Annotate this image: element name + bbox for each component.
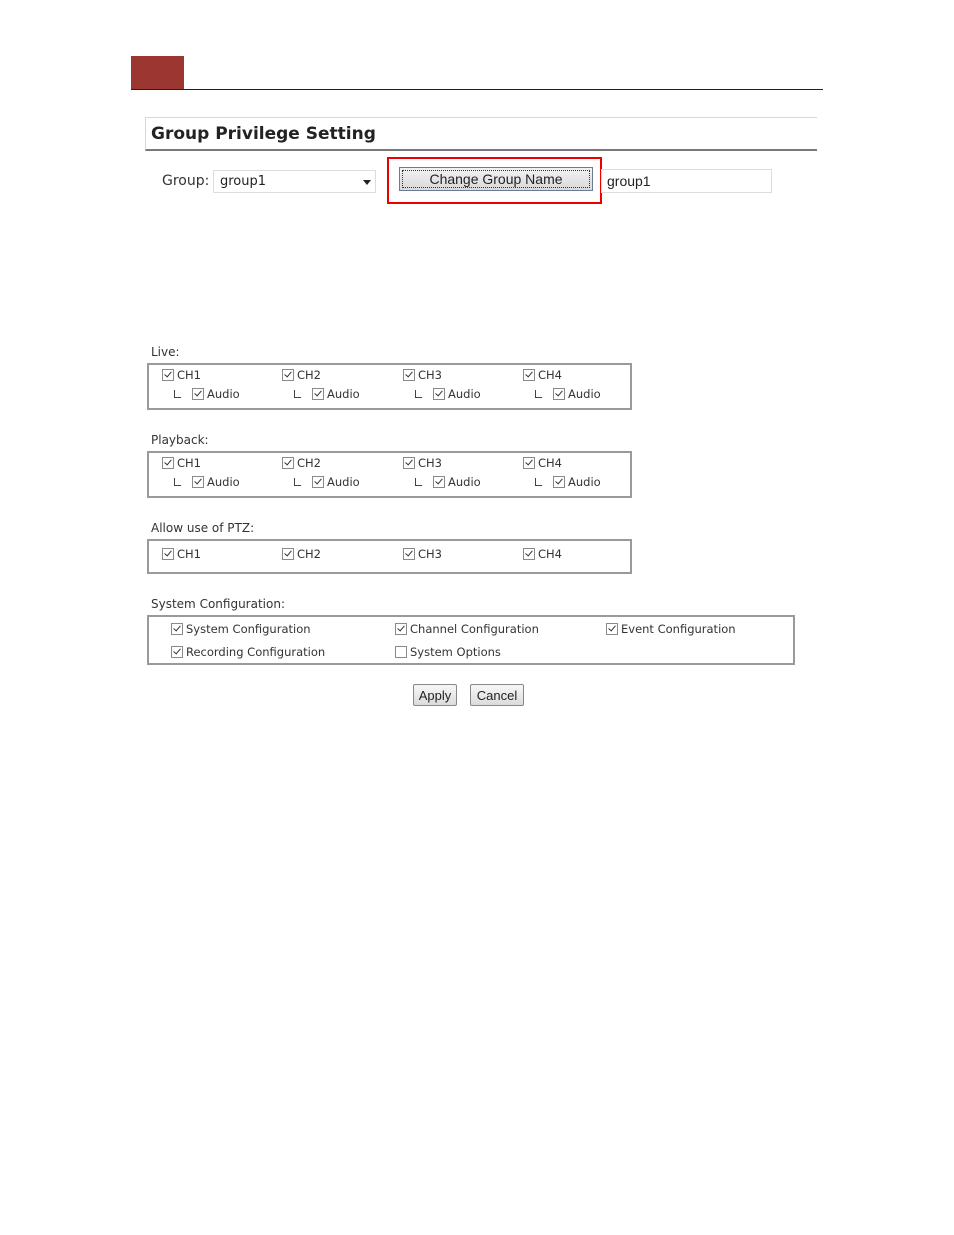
checkbox-checked-icon[interactable] [403,369,415,381]
ptz-label: Allow use of PTZ: [151,521,255,535]
section-title-bar [145,117,817,151]
group-label: Group: [162,173,210,189]
checkbox-checked-icon[interactable] [312,388,324,400]
playback-label: Playback: [151,433,209,447]
checkbox-checked-icon[interactable] [162,457,174,469]
system-option-3-checkbox-label: Event Configuration [621,622,736,636]
playback-box [147,451,632,498]
tree-connector-icon [294,478,301,486]
playback-ch3-checkbox[interactable] [403,456,442,470]
playback-ch3-audio-checkbox[interactable] [415,475,481,489]
group-select[interactable] [213,170,376,193]
checkbox-checked-icon[interactable] [553,388,565,400]
group-name-input[interactable] [601,169,772,193]
live-ch1-checkbox[interactable] [162,368,201,382]
playback-ch2-checkbox-label: CH2 [297,456,321,470]
system-option-5-checkbox-label: System Options [410,645,501,659]
live-box [147,363,632,410]
checkbox-checked-icon[interactable] [162,369,174,381]
header-color-tab [131,56,184,90]
live-ch1-checkbox-label: CH1 [177,368,201,382]
playback-ch1-checkbox-label: CH1 [177,456,201,470]
checkbox-checked-icon[interactable] [312,476,324,488]
tree-connector-icon [535,390,542,398]
checkbox-checked-icon[interactable] [395,623,407,635]
live-ch2-audio-checkbox-label: Audio [327,387,360,401]
live-label: Live: [151,345,180,359]
live-ch3-checkbox-label: CH3 [418,368,442,382]
checkbox-checked-icon[interactable] [523,548,535,560]
system-option-5-checkbox[interactable] [395,645,501,659]
checkbox-checked-icon[interactable] [523,457,535,469]
system-config-label: System Configuration: [151,597,285,611]
tree-connector-icon [174,390,181,398]
playback-ch4-audio-checkbox[interactable] [535,475,601,489]
playback-ch1-audio-checkbox-label: Audio [207,475,240,489]
playback-ch4-checkbox-label: CH4 [538,456,562,470]
live-ch3-checkbox[interactable] [403,368,442,382]
checkbox-checked-icon[interactable] [171,623,183,635]
chevron-down-icon [363,180,371,185]
checkbox-checked-icon[interactable] [403,548,415,560]
playback-ch1-audio-checkbox[interactable] [174,475,240,489]
apply-button[interactable]: Apply [413,684,457,706]
live-ch3-audio-checkbox[interactable] [415,387,481,401]
playback-ch4-checkbox[interactable] [523,456,562,470]
live-ch4-checkbox-label: CH4 [538,368,562,382]
playback-ch3-audio-checkbox-label: Audio [448,475,481,489]
checkbox-checked-icon[interactable] [162,548,174,560]
tree-connector-icon [535,478,542,486]
checkbox-checked-icon[interactable] [282,457,294,469]
tree-connector-icon [174,478,181,486]
playback-ch3-checkbox-label: CH3 [418,456,442,470]
system-option-2-checkbox-label: Channel Configuration [410,622,539,636]
tree-connector-icon [415,390,422,398]
ptz-box [147,539,632,574]
system-option-1-checkbox[interactable] [171,622,311,636]
checkbox-checked-icon[interactable] [523,369,535,381]
live-ch4-audio-checkbox-label: Audio [568,387,601,401]
live-ch4-checkbox[interactable] [523,368,562,382]
ptz-ch2-checkbox[interactable] [282,547,321,561]
system-option-1-checkbox-label: System Configuration [186,622,311,636]
header-rule [131,89,823,90]
system-option-4-checkbox-label: Recording Configuration [186,645,326,659]
checkbox-checked-icon[interactable] [606,623,618,635]
checkbox-checked-icon[interactable] [171,646,183,658]
ptz-ch3-checkbox-label: CH3 [418,547,442,561]
live-ch1-audio-checkbox[interactable] [174,387,240,401]
playback-ch1-checkbox[interactable] [162,456,201,470]
checkbox-unchecked-icon[interactable] [395,646,407,658]
ptz-ch2-checkbox-label: CH2 [297,547,321,561]
playback-ch2-audio-checkbox[interactable] [294,475,360,489]
checkbox-checked-icon[interactable] [553,476,565,488]
checkbox-checked-icon[interactable] [403,457,415,469]
tree-connector-icon [294,390,301,398]
page-title: Group Privilege Setting [151,124,376,144]
system-option-2-checkbox[interactable] [395,622,539,636]
cancel-button[interactable]: Cancel [470,684,524,706]
system-option-4-checkbox[interactable] [171,645,325,659]
ptz-ch1-checkbox[interactable] [162,547,201,561]
playback-ch2-checkbox[interactable] [282,456,321,470]
live-ch3-audio-checkbox-label: Audio [448,387,481,401]
checkbox-checked-icon[interactable] [192,476,204,488]
checkbox-checked-icon[interactable] [192,388,204,400]
tree-connector-icon [415,478,422,486]
system-config-box [147,615,795,665]
live-ch4-audio-checkbox[interactable] [535,387,601,401]
playback-ch4-audio-checkbox-label: Audio [568,475,601,489]
ptz-ch1-checkbox-label: CH1 [177,547,201,561]
playback-ch2-audio-checkbox-label: Audio [327,475,360,489]
ptz-ch4-checkbox-label: CH4 [538,547,562,561]
checkbox-checked-icon[interactable] [433,476,445,488]
ptz-ch4-checkbox[interactable] [523,547,562,561]
live-ch2-checkbox-label: CH2 [297,368,321,382]
ptz-ch3-checkbox[interactable] [403,547,442,561]
change-group-name-button[interactable]: Change Group Name [399,167,593,191]
live-ch2-checkbox[interactable] [282,368,321,382]
system-option-3-checkbox[interactable] [606,622,736,636]
checkbox-checked-icon[interactable] [282,548,294,560]
checkbox-checked-icon[interactable] [433,388,445,400]
checkbox-checked-icon[interactable] [282,369,294,381]
group-select-value: group1 [220,174,267,189]
live-ch1-audio-checkbox-label: Audio [207,387,240,401]
live-ch2-audio-checkbox[interactable] [294,387,360,401]
